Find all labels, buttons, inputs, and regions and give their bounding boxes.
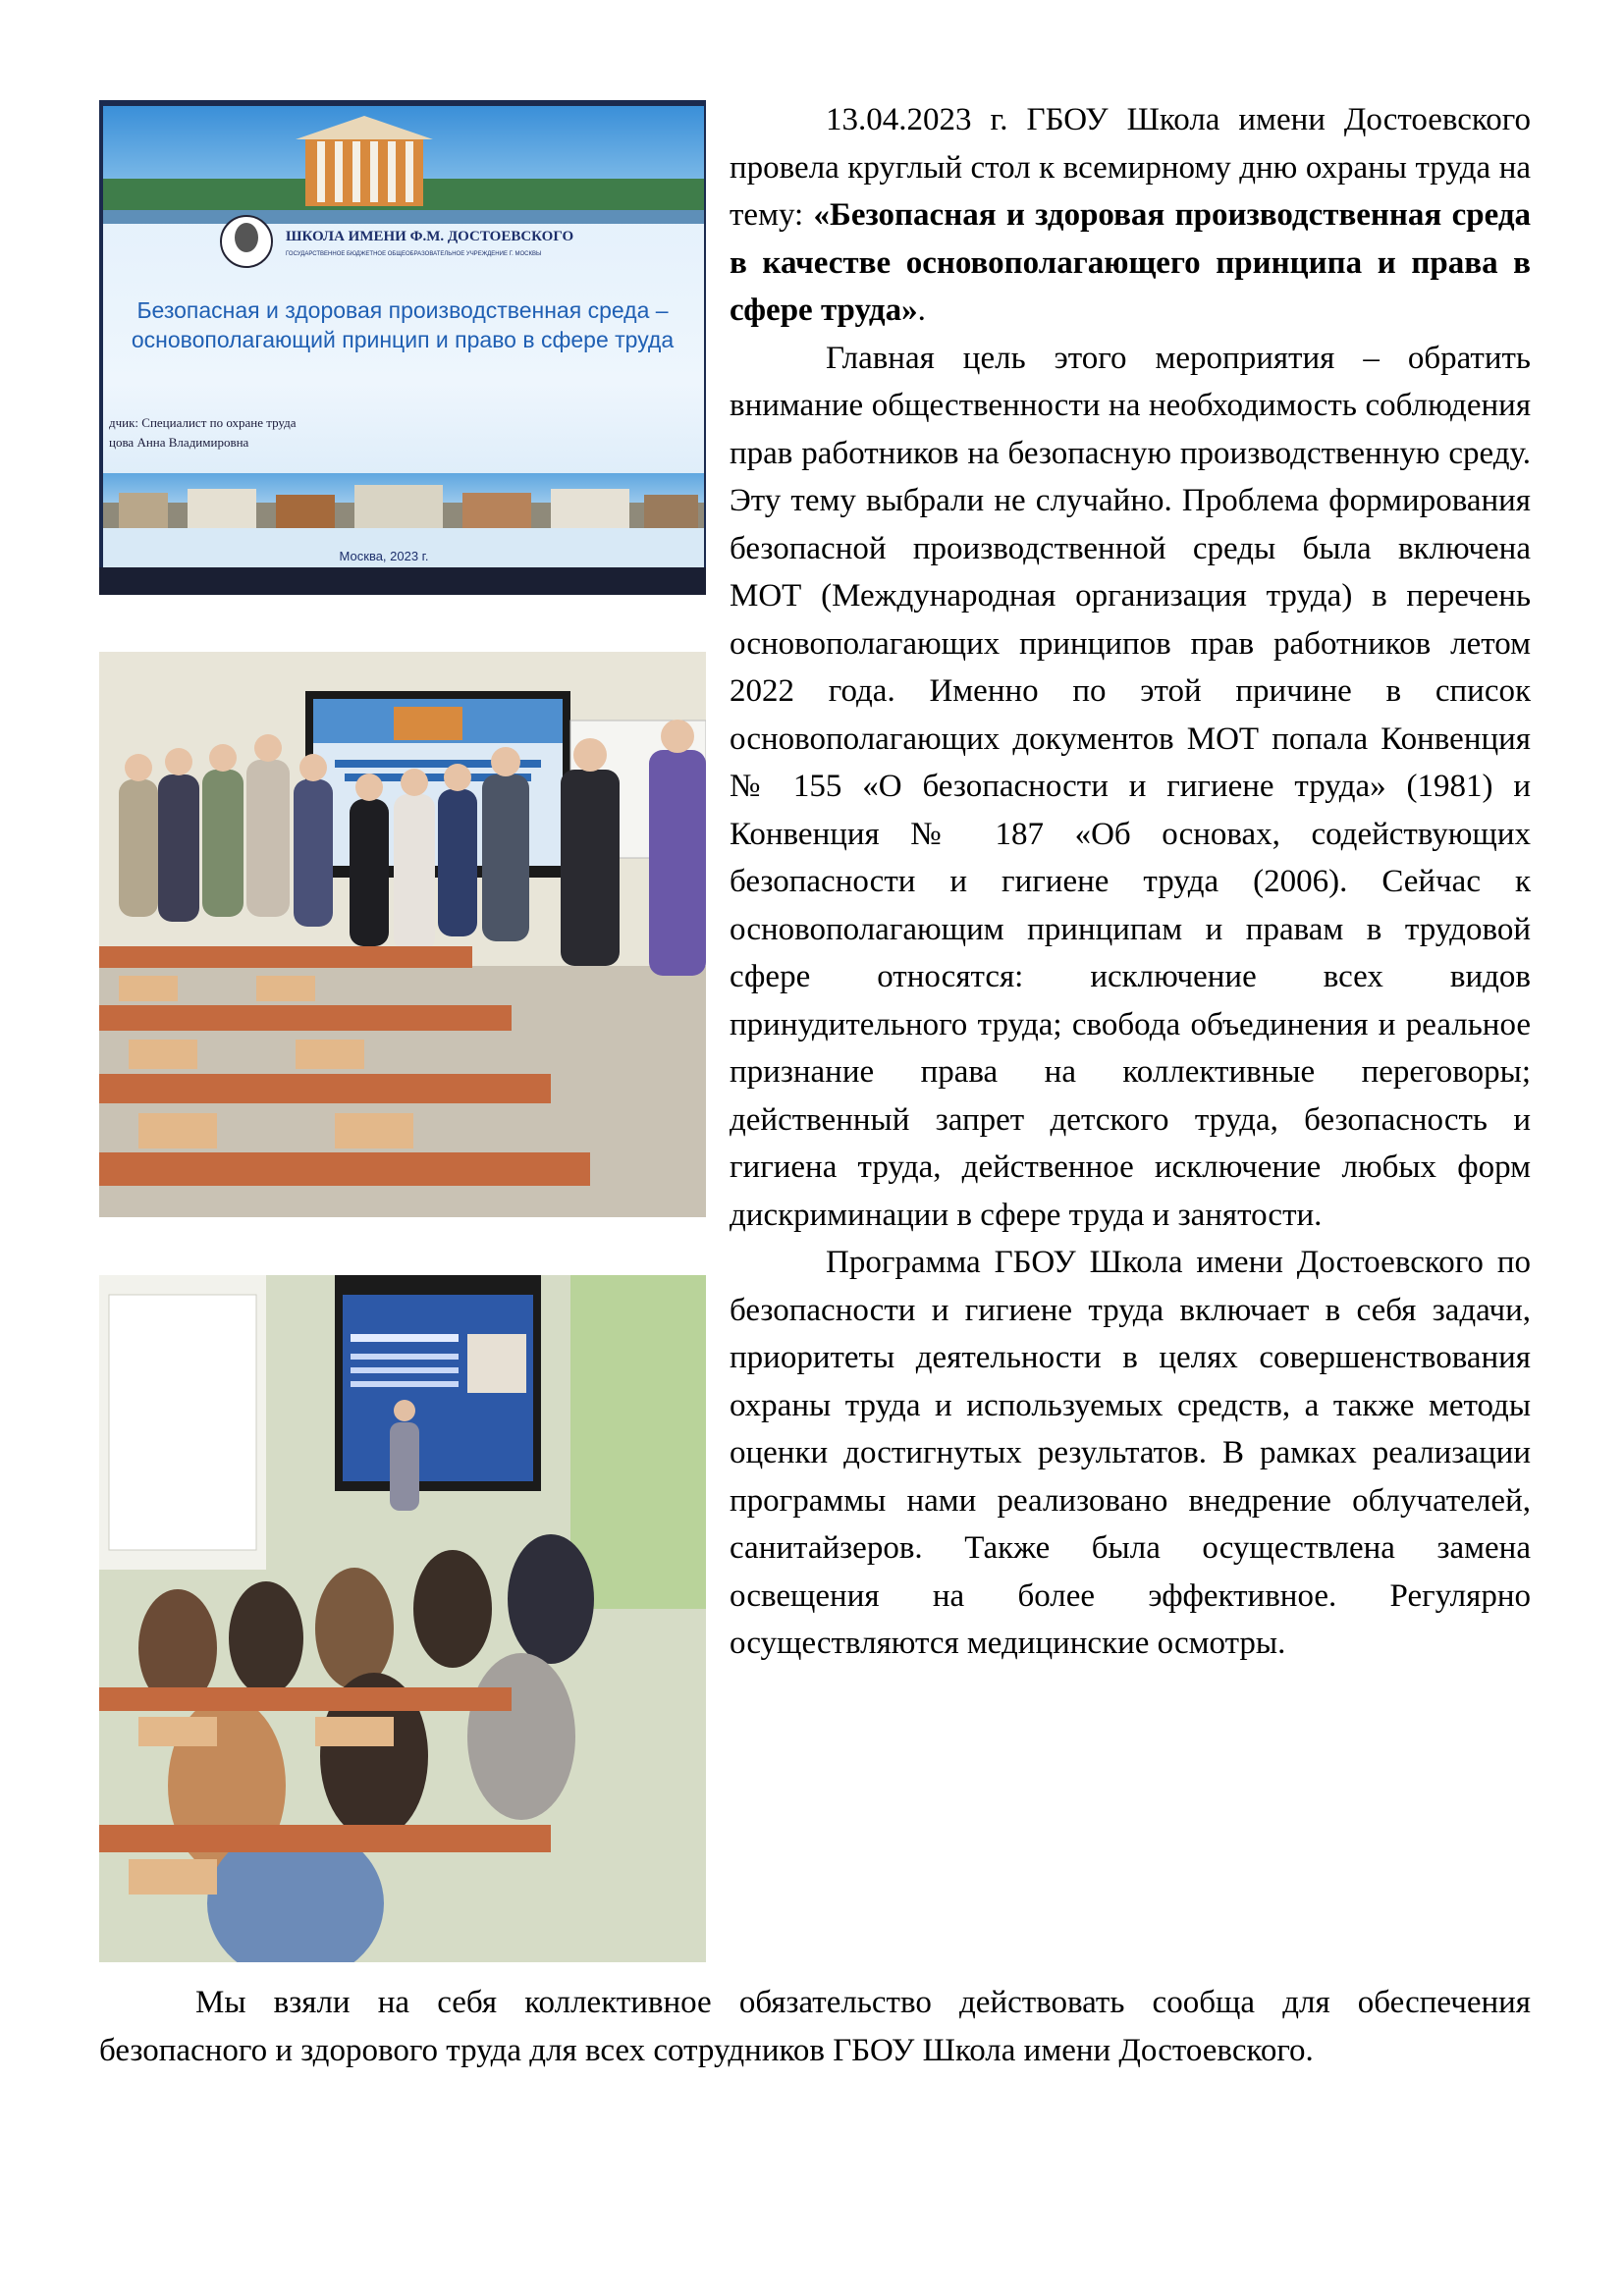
slide-speaker-line1: дчик: Специалист по охране труда bbox=[109, 415, 297, 430]
slide-school-subtitle: ГОСУДАРСТВЕННОЕ БЮДЖЕТНОЕ ОБЩЕОБРАЗОВАТЕЛЬНОЕ УЧРЕЖДЕНИЕ Г. МОСКВЫ bbox=[286, 251, 542, 257]
article-paragraph-2: Главная цель этого мероприятия – обратить внимание общественности на необходимость соблюдения прав работников на безопасную производственную среду. Эту тему выбрали не случайно. Проблема формирования безопасной производственной среды была включена МОТ (Международная организация труда) в перечень основополагающих принципов прав работников летом 2022 года. Именно по этой причине в список основополагающих документов МОТ попала Конвенция № 155 «О безопасности и гигиене труда» (1981) и Конвенция № 187 «Об основах, содействующих безопасности и гигиене труда (2006). Сейчас к основополагающим принципам и правам в трудовой сфере относятся: исключение всех видов принудительного труда; свобода объединения и реальное признание права на коллективные переговоры; действенный запрет детского труда, безопасность и гигиена труда, действенное исключение любых форм дискриминации в сфере труда и занятости. bbox=[730, 340, 1531, 1233]
photo-title-slide bbox=[99, 100, 706, 595]
photo-classroom bbox=[99, 1275, 706, 1962]
photo-group bbox=[99, 652, 706, 1217]
article-paragraph-4: Мы взяли на себя коллективное обязательство действовать сообща для обеспечения безопасного и здорового труда для всех сотрудников ГБОУ Школа имени Достоевского. bbox=[99, 1985, 1531, 2068]
slide-title-line2: основополагающий принцип и право в сфере труда bbox=[131, 327, 675, 352]
article-text-column bbox=[730, 96, 1531, 1668]
slide-title-line1: Безопасная и здоровая производственная среда – bbox=[136, 297, 669, 323]
slide-footer: Москва, 2023 г. bbox=[339, 549, 429, 563]
title-slide-image bbox=[99, 100, 706, 595]
slide-speaker-line2: цова Анна Владимировна bbox=[109, 435, 249, 450]
article-p1-topic: «Безопасная и здоровая производственная среда в качестве основополагающего принципа и права в сфере труда» bbox=[730, 197, 1532, 328]
classroom-photo-image bbox=[99, 1275, 706, 1962]
group-photo-image bbox=[99, 652, 706, 1217]
article-paragraph-1 bbox=[730, 96, 1531, 335]
article-bottom-block bbox=[99, 1979, 1531, 2074]
article-p1-end: . bbox=[917, 293, 926, 328]
article-paragraph-3: Программа ГБОУ Школа имени Достоевского по безопасности и гигиене труда включает в себя задачи, приоритеты деятельности в целях совершенствования охраны труда и используемых средств, а также методы оценки достигнутых результатов. В рамках реализации программы нами реализовано внедрение облучателей, санитайзеров. Также была осуществлена замена освещения на более эффективное. Регулярно осуществляются медицинские осмотры. bbox=[730, 1245, 1531, 1661]
article-p1-lead: 13.04.2023 г. ГБОУ Школа имени Достоевского провела круглый стол к всемирному дню охраны труда на тему: bbox=[730, 102, 1531, 233]
slide-school-name: ШКОЛА ИМЕНИ Ф.М. ДОСТОЕВСКОГО bbox=[286, 229, 574, 244]
